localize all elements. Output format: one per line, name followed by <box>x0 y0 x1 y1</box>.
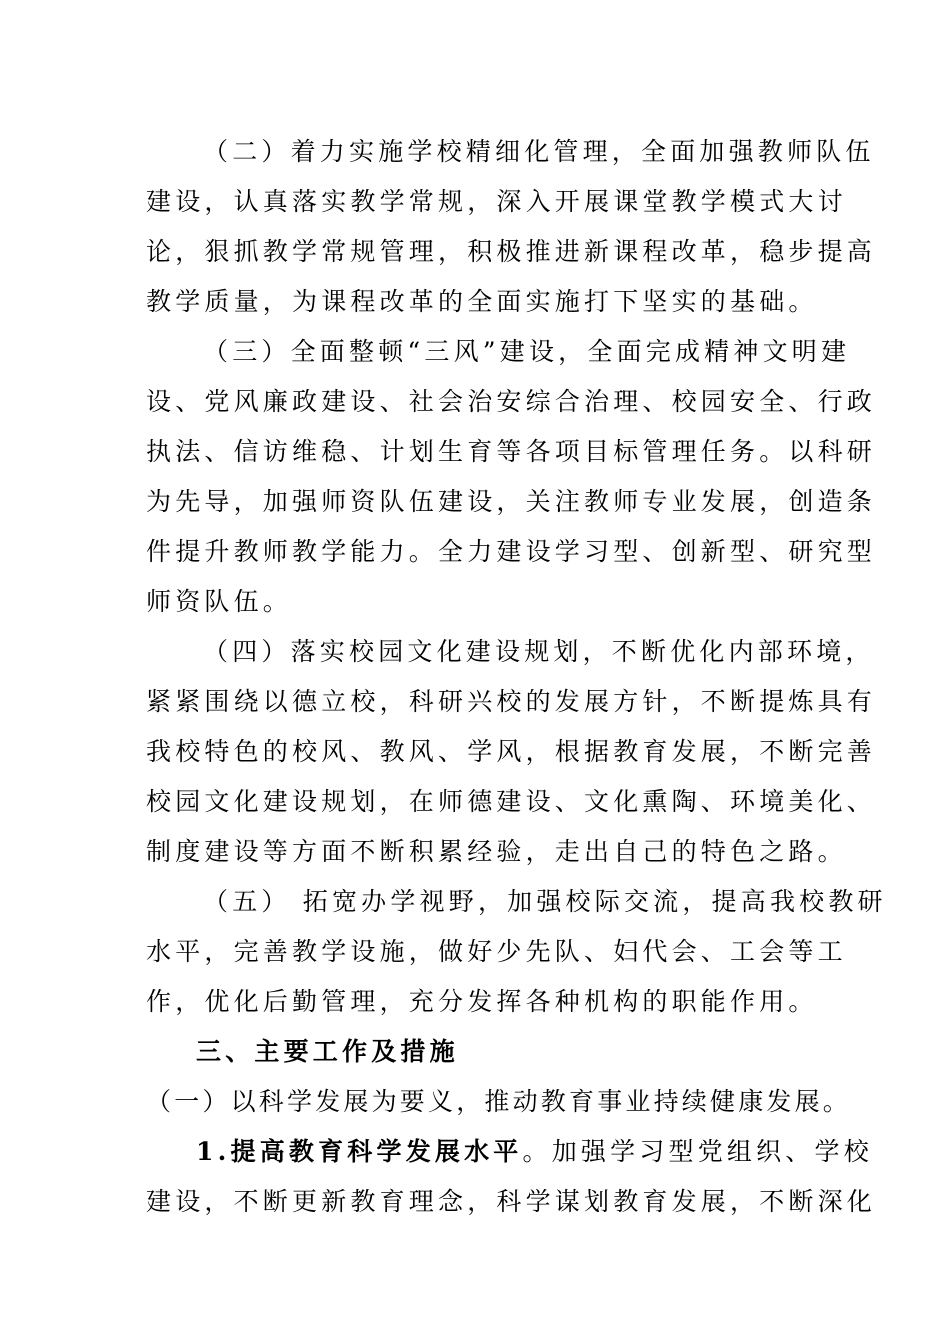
item-text: 。加强学习型党组织、学校 <box>522 1137 873 1166</box>
paragraph-line-11: （四）落实校园文化建设规划，不断优化内部环境， <box>203 637 875 666</box>
paragraph-line-10: 师资队伍。 <box>146 587 293 616</box>
paragraph-line-12: 紧紧围绕以德立校，科研兴校的发展方针，不断提炼具有 <box>146 687 877 716</box>
paragraph-line-16: （五） 拓宽办学视野，加强校际交流，提高我校教研 <box>203 887 887 916</box>
paragraph-line-8: 为先导，加强师资队伍建设，关注教师专业发展，创造条 <box>146 487 877 516</box>
paragraph-line-5: （三）全面整顿“三风”建设，全面完成精神文明建 <box>203 337 851 366</box>
section-heading: 三、主要工作及措施 <box>196 1037 459 1066</box>
paragraph-line-1: （二）着力实施学校精细化管理，全面加强教师队伍 <box>203 137 875 166</box>
paragraph-line-4: 教学质量，为课程改革的全面实施打下坚实的基础。 <box>146 287 818 316</box>
paragraph-line-18: 作，优化后勤管理，充分发挥各种机构的职能作用。 <box>146 987 818 1016</box>
paragraph-line-7: 执法、信访维稳、计划生育等各项目标管理任务。以科研 <box>146 437 877 466</box>
item-line-2: 建设，不断更新教育理念，科学谋划教育发展，不断深化 <box>146 1187 877 1216</box>
item-title: 1.提高教育科学发展水平 <box>196 1137 523 1166</box>
paragraph-line-2: 建设，认真落实教学常规，深入开展课堂教学模式大讨 <box>146 187 847 216</box>
paragraph-line-9: 件提升教师教学能力。全力建设学习型、创新型、研究型 <box>146 537 877 566</box>
paragraph-line-13: 我校特色的校风、教风、学风，根据教育发展，不断完善 <box>146 737 877 766</box>
paragraph-line-14: 校园文化建设规划，在师德建设、文化熏陶、环境美化、 <box>146 787 877 816</box>
item-line-1 <box>196 1137 873 1167</box>
paragraph-line-15: 制度建设等方面不断积累经验，走出自己的特色之路。 <box>146 837 847 866</box>
subsection-heading: （一）以科学发展为要义，推动教育事业持续健康发展。 <box>146 1087 852 1116</box>
paragraph-line-3: 论，狠抓教学常规管理，积极推进新课程改革，稳步提高 <box>146 237 877 266</box>
paragraph-line-6: 设、党风廉政建设、社会治安综合治理、校园安全、行政 <box>146 387 877 416</box>
paragraph-line-17: 水平，完善教学设施，做好少先队、妇代会、工会等工 <box>146 937 847 966</box>
